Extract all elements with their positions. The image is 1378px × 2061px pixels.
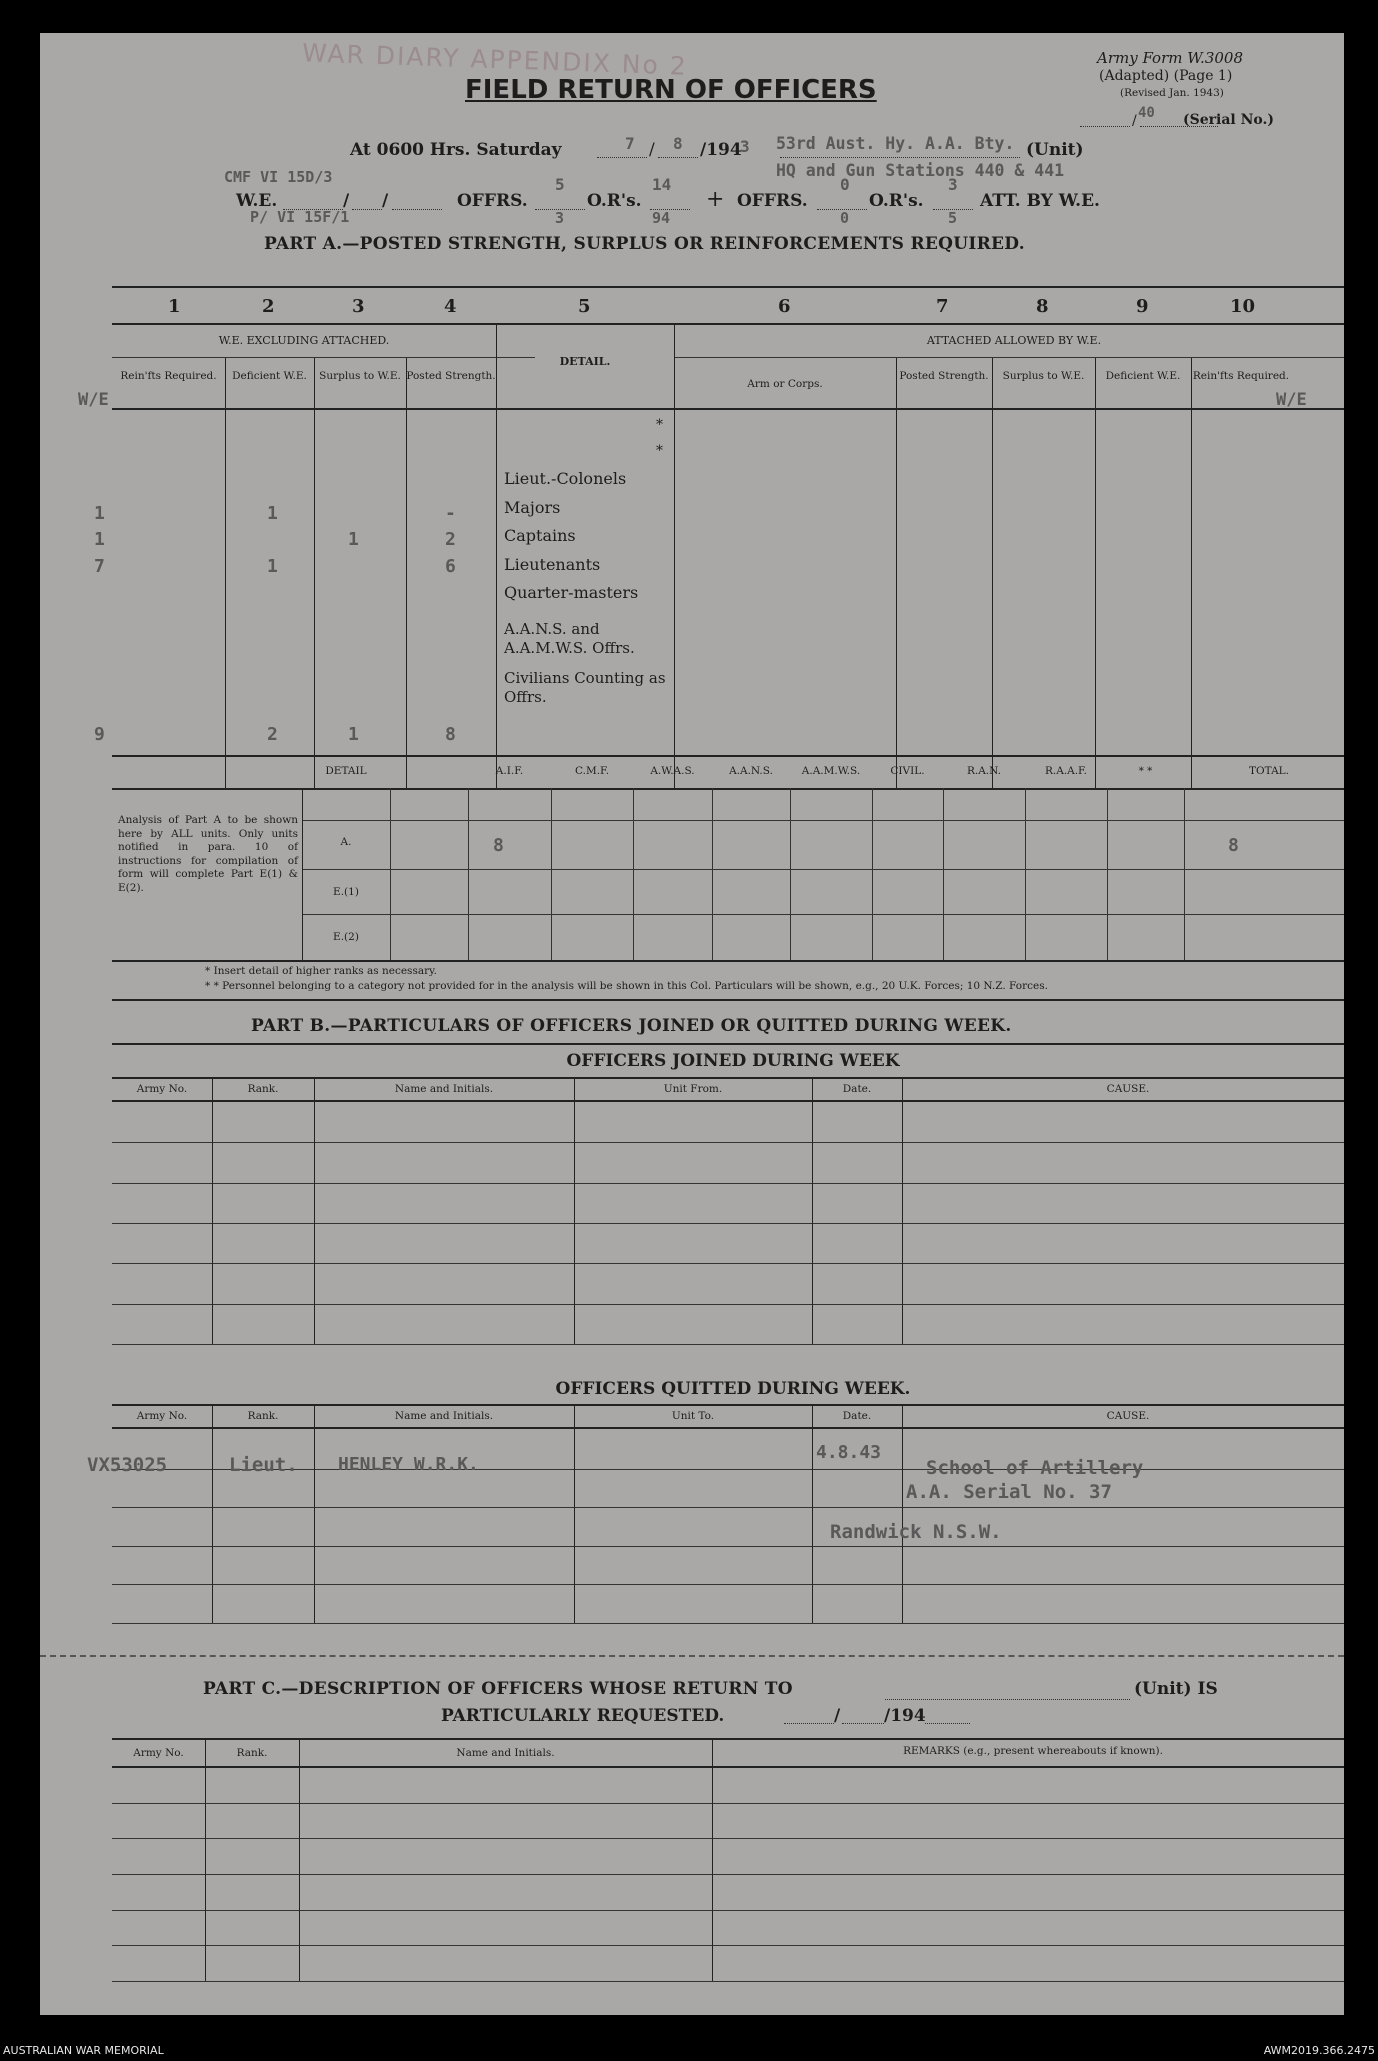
col-number-1: 1 [168,296,181,317]
quitted-head-cause: CAUSE. [1106,1410,1150,1422]
offrs-attached-value-2: 0 [840,209,850,227]
col-number-8: 8 [1036,296,1049,317]
head-posted-strength-att: Posted Strength. [899,370,989,382]
part-c-unit-is: (Unit) IS [1134,1679,1218,1699]
offrs-label: OFFRS. [457,191,528,211]
date-year: /194 [700,140,742,160]
form-id: Army Form W.3008 [1097,49,1243,67]
analysis-aif-a-value: 8 [493,835,504,856]
quitted-head-unit-to: Unit To. [671,1410,715,1422]
group-attached-allowed: ATTACHED ALLOWED BY W.E. [926,334,1102,347]
form-revised: (Revised Jan. 1943) [1120,87,1224,99]
col1-lieutenants: 7 [94,556,105,577]
col4-lieutenants: 6 [445,556,456,577]
joined-head-rank: Rank. [247,1083,279,1095]
analysis-note: Analysis of Part A to be shown here by ALL units. Only units notified in para. 10 of instructions for compilation of form will complete Part E(1) & E(2). [118,814,298,894]
col-number-6: 6 [778,296,791,317]
total-col4: 8 [445,724,456,745]
footnote-2: * * Personnel belonging to a category not provided for in the analysis will be shown in this Col. Particulars will be shown, e.g., 20 U.K. Forces; 10 N.Z. Forces. [205,980,1048,992]
offrs-value-2: 3 [555,209,565,227]
joined-head-unit-from: Unit From. [663,1083,723,1095]
form-adapted: (Adapted) (Page 1) [1099,68,1233,84]
analysis-row-e2: E.(2) [333,931,359,943]
analysis-head-civil: CIVIL. [890,765,925,777]
footnote-1: * Insert detail of higher ranks as necessary. [205,965,437,977]
date-year-suffix: 3 [740,137,750,156]
analysis-row-a: A. [340,836,352,848]
analysis-head-cmf: C.M.F. [574,765,610,777]
col2-lieutenants: 1 [267,556,278,577]
at-line: At 0600 Hrs. Saturday [350,140,562,160]
head-reinfts-required-att: Rein'fts Required. [1192,370,1290,382]
unit-value-line2: HQ and Gun Stations 440 & 441 [776,161,1065,180]
joined-head-name: Name and Initials. [394,1083,494,1095]
head-surplus-to-we: Surplus to W.E. [319,370,401,382]
group-we-excluding-attached: W.E. EXCLUDING ATTACHED. [218,334,390,347]
form-page: WAR DIARY APPENDIX No 2 Army Form W.3008 (Adapted) (Page 1) (Revised Jan. 1943) 40 / (Serial No.) FIELD RETURN OF OFFICERS At 0600 Hrs. Saturday 7 / 8 /194 3 53rd Aust. Hy. A.A. Bty. (Unit) HQ and Gun Stations 440 & 441 CMF VI 15D/3 W.E. / / P/ VI 15F/1 OFFRS. 5 3 O.R's. 14 94 + OFFRS. 0 0 O.R's. 3 5 ATT. BY W.E. PART A.—POSTED STRENGTH, SURPLUS OR REINFORCEMENTS REQUIRED. 1 2 3 4 5 6 7 8 9 10 W.E. EXCLUDING ATTACHED. ATTACHED ALLOWED BY W.E. DETAIL. Rein'fts Required. Deficient W.E. Surplus to W.E. Posted Strength. Arm or Corps. Posted Strength. Surplus to W.E. Deficient W.E. Rein'fts Required. W/E W/E * * Lieut.-Colonels Majors Captains Lieutenants Quarter-masters A.A.N.S. and A.A.M.W.S. Offrs. Civilians Counting as Offrs. 1 1 7 1 1 1 - 2 6 9 2 1 8 Analysis of Part A to be shown here by ALL units. Only units notified in para. 10 of instructions for compilation of form will complete Part E(1) & E(2). DETAIL A.I.F. C.M.F. A.W.A.S. A.A.N.S. A.A.M.W.S. CIVIL. R.A.N. R.A.A.F. * * TOTAL. A. E.(1) E.(2) 8 8 * Insert detail of higher ranks as necessary. * * Personnel belonging to a category not provided for in the analysis will be shown in this Col. Particulars will be shown, e.g., 20 U.K. Forces; 10 N.Z. Forces. PART B.—PARTICULARS OF OFFICERS JOINED OR QUITTED DURING WEEK. OFFICERS JOINED DURING WEEK Army No. Rank. Name and Initials. Unit From. Date. CAUSE. OFFICERS QUITTED DURING WEEK. Army No. Rank. Name and Initials. Unit To. Date. CAUSE. VX53025 Lieut. HENLEY W.R.K. 4.8.43 School of Artillery A.A. Serial No. 37 Randwick N.S.W. PART C.—DESCRIPTION OF OFFICERS WHOSE RETURN TO (Unit) IS PARTICULARLY REQUESTED. / /194 Army No. Rank. Name and Initials. REMARKS (e.g., present whereabouts if known). [40,33,1344,2015]
head-reinfts-required: Rein'fts Required. [120,370,217,382]
form-title: FIELD RETURN OF OFFICERS [465,75,877,105]
we-value-line2: P/ VI 15F/1 [250,208,350,226]
offrs-attached-value: 0 [840,175,850,194]
col4-majors: - [445,503,456,524]
part-c-head-rank: Rank. [236,1747,268,1759]
part-c-title-line1: PART C.—DESCRIPTION OF OFFICERS WHOSE RETURN TO [203,1679,793,1699]
rank-majors: Majors [504,498,561,517]
col1-majors: 1 [94,503,105,524]
rank-civilians: Civilians Counting as Offrs. [504,669,666,706]
col-number-9: 9 [1136,296,1149,317]
analysis-head-aamws: A.A.M.W.S. [801,765,861,777]
offrs-value: 5 [555,175,565,194]
rank-captains: Captains [504,526,576,545]
quitted-title: OFFICERS QUITTED DURING WEEK. [555,1379,911,1399]
ors-value: 14 [652,175,672,194]
quitted-head-date: Date. [842,1410,872,1422]
quitted-army-no: VX53025 [87,1454,168,1476]
date-month: 8 [673,134,683,153]
joined-head-army-no: Army No. [136,1083,188,1095]
we-value-line1: CMF VI 15D/3 [224,168,333,186]
serial-label: (Serial No.) [1183,112,1274,128]
col-number-4: 4 [444,296,457,317]
analysis-total-a-value: 8 [1228,835,1239,856]
col1-captains: 1 [94,529,105,550]
part-c-head-name: Name and Initials. [456,1747,555,1759]
part-a-title: PART A.—POSTED STRENGTH, SURPLUS OR REINFORCEMENTS REQUIRED. [264,234,1025,254]
total-col3: 1 [348,724,359,745]
detail-header: DETAIL. [559,355,611,368]
date-day: 7 [625,134,635,153]
quitted-date: 4.8.43 [816,1442,882,1463]
handwritten-annotation: WAR DIARY APPENDIX No 2 [301,38,689,81]
col-number-2: 2 [262,296,275,317]
unit-label: (Unit) [1026,140,1084,160]
joined-head-cause: CAUSE. [1106,1083,1150,1095]
ors-attached-label: O.R's. [869,191,924,211]
analysis-head-aif: A.I.F. [495,765,524,777]
ors-attached-value: 3 [948,175,958,194]
plus-sign: + [706,187,725,212]
col-number-5: 5 [578,296,591,317]
col-number-7: 7 [936,296,949,317]
quitted-head-army-no: Army No. [136,1410,188,1422]
col4-captains: 2 [445,529,456,550]
analysis-head-other: * * [1138,765,1153,777]
quitted-name: HENLEY W.R.K. [338,1454,479,1475]
analysis-head-raaf: R.A.A.F. [1044,765,1088,777]
head-surplus-to-we-att: Surplus to W.E. [1002,370,1085,382]
joined-head-date: Date. [842,1083,872,1095]
part-c-title-line2: PARTICULARLY REQUESTED. [441,1706,725,1726]
rank-aans-aamws: A.A.N.S. and A.A.M.W.S. Offrs. [504,620,635,657]
we-label: W.E. [236,191,278,211]
quitted-cause-line2: A.A. Serial No. 37 [906,1481,1112,1503]
we-left-mark: W/E [78,390,109,410]
analysis-head-ran: R.A.N. [966,765,1002,777]
asterisk-2: * [656,443,663,459]
col2-majors: 1 [267,503,278,524]
col3-captains: 1 [348,529,359,550]
ors-attached-value-2: 5 [948,209,958,227]
analysis-row-e1: E.(1) [333,886,359,898]
footer-source: AUSTRALIAN WAR MEMORIAL [3,2044,164,2057]
part-c-year: /194 [884,1706,926,1726]
rank-lieut-colonels: Lieut.-Colonels [504,469,627,488]
total-col2: 2 [267,724,278,745]
head-posted-strength: Posted Strength. [406,370,496,382]
perforation-line [40,1655,1344,1657]
quitted-rank: Lieut. [229,1454,298,1476]
quitted-head-name: Name and Initials. [394,1410,494,1422]
head-deficient-we: Deficient W.E. [232,370,307,382]
head-arm-or-corps: Arm or Corps. [747,378,823,390]
analysis-head-detail: DETAIL [325,765,367,777]
analysis-head-awas: A.W.A.S. [650,765,695,777]
we-right-mark: W/E [1276,390,1307,410]
quitted-head-rank: Rank. [247,1410,279,1422]
col-number-10: 10 [1230,296,1256,317]
att-by-we-label: ATT. BY W.E. [980,191,1100,211]
part-b-title: PART B.—PARTICULARS OF OFFICERS JOINED OR QUITTED DURING WEEK. [251,1016,1012,1036]
part-c-head-remarks: REMARKS (e.g., present whereabouts if known). [903,1745,1163,1757]
asterisk-1: * [656,417,663,433]
rank-quarter-masters: Quarter-masters [504,583,639,602]
unit-value-line1: 53rd Aust. Hy. A.A. Bty. [776,134,1015,153]
analysis-head-total: TOTAL. [1249,765,1289,777]
footer-catalogue-id: AWM2019.366.2475 [1263,2044,1375,2057]
total-col1: 9 [94,724,105,745]
offrs-attached-label: OFFRS. [737,191,808,211]
ors-label: O.R's. [587,191,642,211]
analysis-head-aans: A.A.N.S. [729,765,773,777]
joined-title: OFFICERS JOINED DURING WEEK [566,1051,900,1071]
ors-value-2: 94 [652,209,671,227]
head-deficient-we-att: Deficient W.E. [1105,370,1181,382]
quitted-cause-line1: School of Artillery [926,1457,1144,1479]
col-number-3: 3 [352,296,365,317]
rank-lieutenants: Lieutenants [504,555,601,574]
serial-number-value: 40 [1138,105,1155,121]
quitted-cause-line3: Randwick N.S.W. [830,1521,1002,1543]
part-c-head-army-no: Army No. [133,1747,184,1759]
